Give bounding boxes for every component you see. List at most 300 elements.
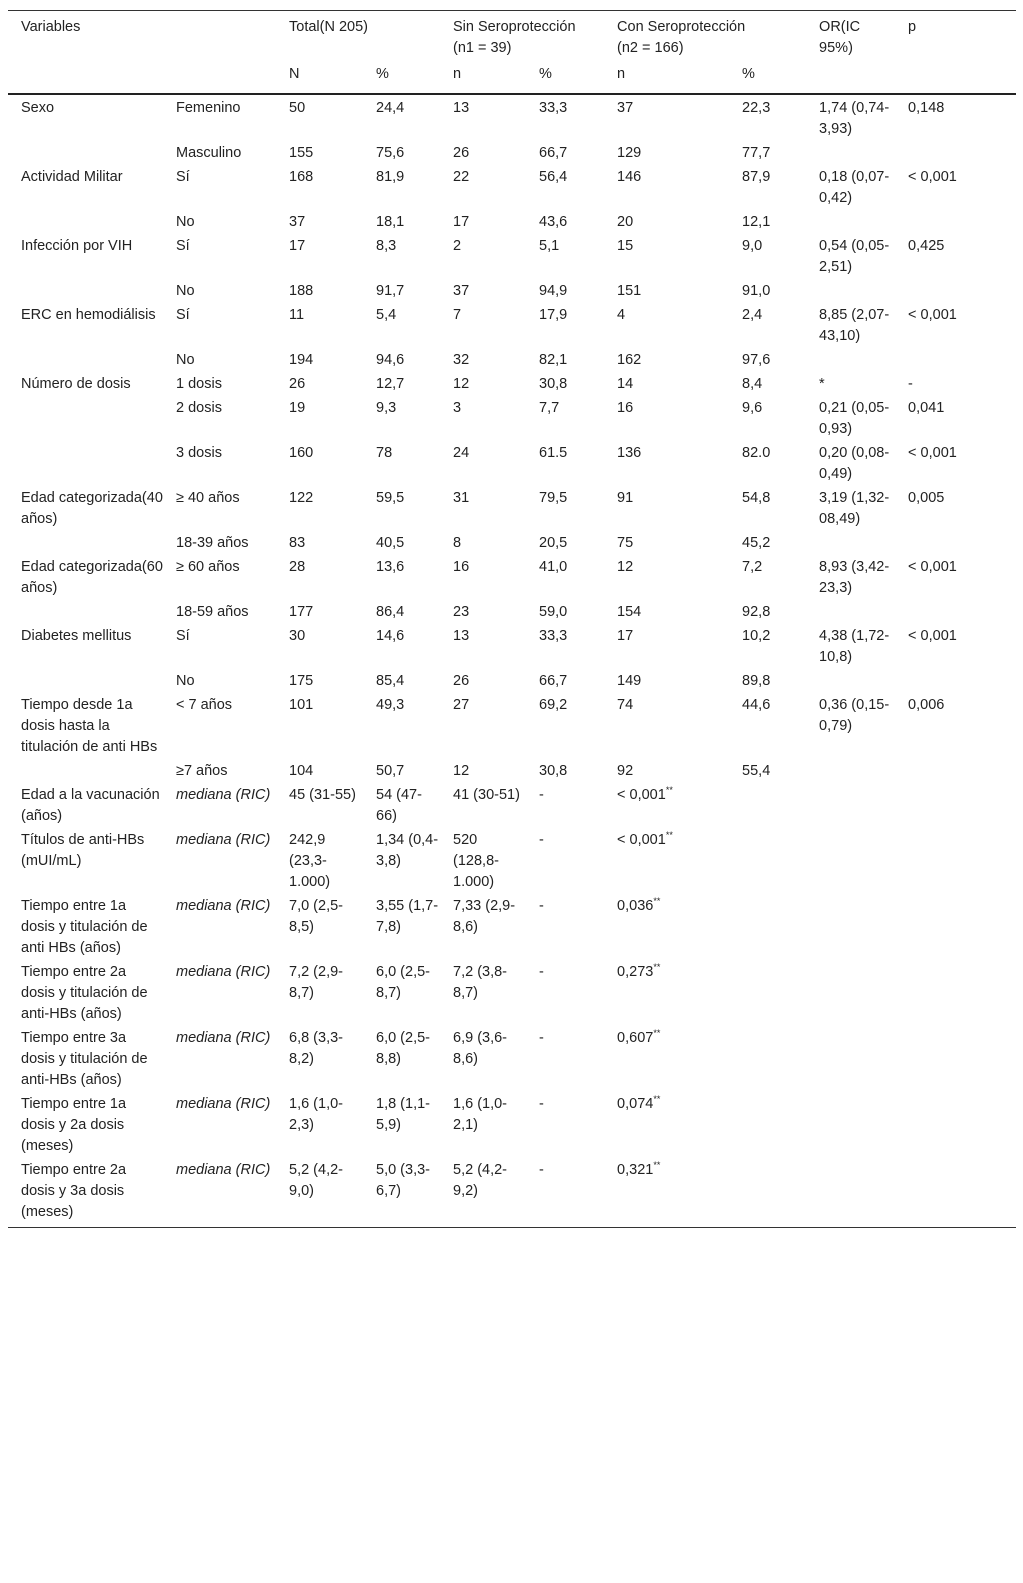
table-row — [8, 94, 1016, 140]
table-row — [8, 140, 1016, 164]
cell-value — [806, 209, 895, 233]
cell-value: 1,74 (0,74-3,93) — [819, 100, 890, 137]
cell-value — [729, 893, 806, 959]
cell-category: Masculino — [176, 145, 242, 161]
cell-value: 45 (31-55) — [289, 787, 356, 803]
cell-variable: Diabetes mellitus — [21, 628, 132, 644]
cell-category: Femenino — [176, 100, 241, 116]
cell-value: 162 — [617, 352, 642, 368]
cell-variable: Infección por VIH — [21, 238, 133, 254]
cell-value: 188 — [289, 283, 314, 299]
cell-value: 91,7 — [376, 283, 405, 299]
subheader-con-pct: % — [729, 59, 806, 94]
cell-value: 1,34 (0,4-3,8) — [376, 832, 439, 869]
cell-value: 92,8 — [742, 604, 771, 620]
cell-variable: Edad categorizada(40 años) — [21, 490, 163, 527]
cell-value: 12,7 — [376, 376, 405, 392]
cell-value: 12 — [453, 763, 470, 779]
cell-value: 13,6 — [376, 559, 405, 575]
cell-value: 97,6 — [742, 352, 771, 368]
cell-value: 9,6 — [742, 400, 763, 416]
footnote-marker: ** — [653, 962, 661, 973]
cell-value — [729, 959, 806, 1025]
cell-variable — [8, 758, 163, 782]
cell-category: No — [176, 283, 195, 299]
cell-value: 8,85 (2,07-43,10) — [819, 307, 890, 344]
cell-category: 18-39 años — [176, 535, 249, 551]
table-row — [8, 1157, 1016, 1228]
cell-value: - — [539, 1096, 544, 1112]
cell-value: 17 — [617, 628, 634, 644]
cell-value: 94,6 — [376, 352, 405, 368]
cell-value: 86,4 — [376, 604, 405, 620]
table-row — [8, 959, 1016, 1025]
footnote-marker: ** — [665, 785, 673, 796]
table-body — [8, 94, 1016, 1228]
cell-value: 8,3 — [376, 238, 397, 254]
cell-category: Sí — [176, 169, 190, 185]
cell-value: < 0,001** — [617, 785, 673, 803]
cell-value: - — [539, 787, 544, 803]
cell-value: 66,7 — [539, 673, 568, 689]
cell-value: 69,2 — [539, 697, 568, 713]
cell-value: 160 — [289, 445, 314, 461]
header-total: Total(N 205) — [276, 11, 440, 60]
cell-category: mediana (RIC) — [176, 1030, 271, 1046]
cell-value: 2 — [453, 238, 462, 254]
cell-category: No — [176, 352, 195, 368]
cell-value: 74 — [617, 697, 634, 713]
cell-value: < 0,001 — [908, 628, 957, 644]
cell-value — [895, 278, 1016, 302]
cell-value: 5,4 — [376, 307, 397, 323]
cell-value — [895, 959, 1016, 1025]
cell-value — [895, 599, 1016, 623]
cell-value: 0,148 — [908, 100, 945, 116]
cell-variable: ERC en hemodiálisis — [21, 307, 156, 323]
cell-value: 30 — [289, 628, 306, 644]
cell-value: 37 — [453, 283, 470, 299]
cell-variable — [8, 140, 163, 164]
cell-value: 78 — [376, 445, 393, 461]
cell-value: 6,8 (3,3-8,2) — [289, 1030, 343, 1067]
cell-value: 0,273** — [617, 962, 661, 980]
cell-value: 6,0 (2,5-8,8) — [376, 1030, 430, 1067]
cell-value — [806, 758, 895, 782]
cell-value: 151 — [617, 283, 642, 299]
cell-value: 17 — [453, 214, 470, 230]
cell-value: 3,55 (1,7-7,8) — [376, 898, 439, 935]
cell-value: 12 — [617, 559, 634, 575]
cell-value: 7,2 (2,9-8,7) — [289, 964, 343, 1001]
cell-variable — [8, 440, 163, 485]
table-row — [8, 485, 1016, 530]
cell-value: 85,4 — [376, 673, 405, 689]
cell-value: 0,425 — [908, 238, 945, 254]
cell-value: 22,3 — [742, 100, 771, 116]
table-row — [8, 1091, 1016, 1157]
cell-value: 31 — [453, 490, 470, 506]
cell-variable: Tiempo entre 1a dosis y 2a dosis (meses) — [21, 1096, 127, 1154]
cell-value: 12 — [453, 376, 470, 392]
subheader-sin-n: n — [440, 59, 526, 94]
cell-value: 9,0 — [742, 238, 763, 254]
cell-variable: Sexo — [21, 100, 55, 116]
cell-value: 7,0 (2,5-8,5) — [289, 898, 343, 935]
cell-category: No — [176, 673, 195, 689]
cell-value: 77,7 — [742, 145, 771, 161]
cell-variable — [8, 347, 163, 371]
subheader-total-pct: % — [363, 59, 440, 94]
cell-variable — [8, 530, 163, 554]
cell-value: 26 — [453, 145, 470, 161]
cell-value — [895, 893, 1016, 959]
table-row — [8, 668, 1016, 692]
cell-value: 56,4 — [539, 169, 568, 185]
cell-value: 5,2 (4,2-9,0) — [276, 1157, 363, 1228]
cell-value: 24,4 — [376, 100, 405, 116]
cell-category: ≥7 años — [176, 763, 228, 779]
table-row — [8, 623, 1016, 668]
cell-value: 520 (128,8-1.000) — [453, 832, 499, 890]
cell-value: 3 — [453, 400, 462, 416]
cell-value: 26 — [453, 673, 470, 689]
cell-category: Sí — [176, 307, 190, 323]
cell-value: 33,3 — [539, 628, 568, 644]
cell-value — [806, 1157, 895, 1228]
cell-value: 5,1 — [539, 238, 560, 254]
cell-category: mediana (RIC) — [176, 787, 271, 803]
cell-value: - — [539, 898, 544, 914]
cell-value: < 0,001 — [908, 169, 957, 185]
cell-value: 101 — [289, 697, 314, 713]
cell-value: 28 — [289, 559, 306, 575]
cell-value: 0,607** — [617, 1028, 661, 1046]
cell-variable: Tiempo entre 3a dosis y titulación de anti-HBs (años) — [21, 1030, 148, 1088]
cell-value: - — [539, 964, 544, 980]
cell-value: 50 — [289, 100, 306, 116]
cell-value — [895, 782, 1016, 827]
header-or: OR(IC 95%) — [806, 11, 895, 60]
cell-value: 92 — [617, 763, 634, 779]
cell-value: 0,041 — [908, 400, 945, 416]
cell-value — [895, 1157, 1016, 1228]
cell-value: 16 — [453, 559, 470, 575]
cell-value: 242,9 (23,3-1.000) — [289, 832, 331, 890]
cell-value: 30,8 — [539, 763, 568, 779]
cell-value: 149 — [617, 673, 642, 689]
cell-value — [895, 347, 1016, 371]
table-row — [8, 827, 1016, 893]
header-sin: Sin Seroprotección (n1 = 39) — [440, 11, 604, 60]
footnote-marker: ** — [653, 1094, 661, 1105]
cell-value: - — [526, 1157, 604, 1228]
cell-value: 136 — [617, 445, 642, 461]
cell-variable — [8, 209, 163, 233]
cell-value: 7,7 — [539, 400, 560, 416]
table-row — [8, 554, 1016, 599]
cell-value: 15 — [617, 238, 634, 254]
cell-value: 122 — [289, 490, 314, 506]
cell-value: 50,7 — [376, 763, 405, 779]
cell-value — [729, 1157, 806, 1228]
cell-value — [806, 893, 895, 959]
cell-variable: Tiempo entre 2a dosis y titulación de anti-HBs (años) — [21, 964, 148, 1022]
cell-value: 104 — [289, 763, 314, 779]
cell-category: Sí — [176, 628, 190, 644]
cell-value — [806, 347, 895, 371]
cell-value: 4 — [617, 307, 626, 323]
cell-value: 23 — [453, 604, 470, 620]
cell-variable: Edad a la vacunación (años) — [21, 787, 160, 824]
cell-value: 14 — [617, 376, 634, 392]
cell-value: 61.5 — [539, 445, 568, 461]
cell-value — [806, 827, 895, 893]
cell-value: 43,6 — [539, 214, 568, 230]
footnote-marker: ** — [653, 1028, 661, 1039]
cell-value — [806, 782, 895, 827]
table-row — [8, 233, 1016, 278]
cell-value: 94,9 — [539, 283, 568, 299]
cell-value: 177 — [289, 604, 314, 620]
header-row — [8, 11, 1016, 60]
table-row — [8, 530, 1016, 554]
cell-value: 40,5 — [376, 535, 405, 551]
cell-value: 19 — [289, 400, 306, 416]
cell-value: 91 — [617, 490, 634, 506]
cell-value — [895, 1025, 1016, 1091]
cell-value: 82.0 — [742, 445, 771, 461]
cell-category: mediana (RIC) — [176, 898, 271, 914]
cell-value: 146 — [617, 169, 642, 185]
cell-value: 54 (47-66) — [376, 787, 422, 824]
cell-value: 168 — [289, 169, 314, 185]
cell-category: 18-59 años — [176, 604, 249, 620]
cell-value: - — [908, 376, 913, 392]
cell-category: 3 dosis — [176, 445, 222, 461]
table-row — [8, 893, 1016, 959]
cell-value: 82,1 — [539, 352, 568, 368]
cell-category: No — [176, 214, 195, 230]
cell-value — [806, 668, 895, 692]
cell-value: 7,33 (2,9-8,6) — [453, 898, 516, 935]
cell-value — [806, 278, 895, 302]
cell-variable: Tiempo entre 2a dosis y 3a dosis (meses) — [8, 1157, 163, 1228]
table-row — [8, 782, 1016, 827]
cell-value: 17,9 — [539, 307, 568, 323]
cell-value: 7,2 — [742, 559, 763, 575]
cell-value: 0,036** — [617, 896, 661, 914]
cell-category: ≥ 60 años — [176, 559, 240, 575]
cell-variable: Número de dosis — [21, 376, 131, 392]
cell-value: 75 — [617, 535, 634, 551]
cell-value — [806, 140, 895, 164]
cell-value — [806, 530, 895, 554]
cell-value: 26 — [289, 376, 306, 392]
cell-value: 33,3 — [539, 100, 568, 116]
cell-value: 89,8 — [742, 673, 771, 689]
cell-variable: Títulos de anti-HBs (mUI/mL) — [21, 832, 145, 869]
cell-value: 27 — [453, 697, 470, 713]
footnote-marker: ** — [665, 830, 673, 841]
cell-value: 5,2 (4,2-9,2) — [440, 1157, 526, 1228]
cell-value: 0,18 (0,07-0,42) — [819, 169, 890, 206]
table-row — [8, 1025, 1016, 1091]
cell-value — [806, 1025, 895, 1091]
cell-value — [729, 782, 806, 827]
cell-value: 129 — [617, 145, 642, 161]
cell-value: 1,6 (1,0-2,1) — [453, 1096, 508, 1133]
cell-value: 5,0 (3,3-6,7) — [363, 1157, 440, 1228]
cell-value — [806, 959, 895, 1025]
cell-value: 37 — [617, 100, 634, 116]
cell-value: 54,8 — [742, 490, 771, 506]
cell-value: 41 (30-51) — [453, 787, 520, 803]
cell-value: 75,6 — [376, 145, 405, 161]
table-row — [8, 209, 1016, 233]
cell-category: mediana (RIC) — [176, 1096, 271, 1112]
cell-value — [806, 1091, 895, 1157]
cell-value: 41,0 — [539, 559, 568, 575]
cell-value: 20 — [617, 214, 634, 230]
cell-value: 0,005 — [908, 490, 945, 506]
cell-value: 13 — [453, 100, 470, 116]
cell-value: 32 — [453, 352, 470, 368]
cell-variable: Tiempo desde 1a dosis hasta la titulación de anti HBs — [21, 697, 158, 755]
cell-category: 1 dosis — [176, 376, 222, 392]
cell-variable — [8, 668, 163, 692]
cell-value — [895, 1091, 1016, 1157]
cell-value: 6,0 (2,5-8,7) — [376, 964, 430, 1001]
cell-category: Sí — [176, 238, 190, 254]
cell-value: 0,21 (0,05-0,93) — [819, 400, 890, 437]
cell-category: mediana (RIC) — [176, 832, 271, 848]
cell-value: 81,9 — [376, 169, 405, 185]
cell-category: mediana (RIC) — [176, 964, 271, 980]
cell-value: 55,4 — [742, 763, 771, 779]
subheader-con-n: n — [604, 59, 729, 94]
cell-value: 2,4 — [742, 307, 763, 323]
cell-value: 0,074** — [617, 1094, 661, 1112]
cell-value — [895, 827, 1016, 893]
table-row — [8, 395, 1016, 440]
table-row — [8, 599, 1016, 623]
cell-value: * — [819, 376, 825, 392]
cell-variable: Edad categorizada(60 años) — [21, 559, 163, 596]
cell-value: 44,6 — [742, 697, 771, 713]
cell-value: 7 — [453, 307, 462, 323]
cell-value — [729, 1025, 806, 1091]
subheader-row — [8, 59, 1016, 94]
cell-value: 6,9 (3,6-8,6) — [453, 1030, 508, 1067]
cell-value: 37 — [289, 214, 306, 230]
cell-value: 79,5 — [539, 490, 568, 506]
cell-value: 8,93 (3,42-23,3) — [819, 559, 890, 596]
cell-value: 0,006 — [908, 697, 945, 713]
cell-variable — [8, 599, 163, 623]
cell-category: mediana (RIC) — [163, 1157, 276, 1228]
table-row — [8, 371, 1016, 395]
cell-value: < 0,001** — [617, 830, 673, 848]
cell-value: 12,1 — [742, 214, 771, 230]
table-row — [8, 302, 1016, 347]
cell-variable — [8, 278, 163, 302]
cell-value: 194 — [289, 352, 314, 368]
cell-value: 18,1 — [376, 214, 405, 230]
table-row — [8, 164, 1016, 209]
header-variables: Variables — [8, 11, 276, 60]
cell-value: < 0,001 — [908, 559, 957, 575]
cell-value: 1,6 (1,0-2,3) — [289, 1096, 343, 1133]
subheader-sin-pct: % — [526, 59, 604, 94]
subheader-total-n: N — [276, 59, 363, 94]
cell-value: 14,6 — [376, 628, 405, 644]
cell-value: 10,2 — [742, 628, 771, 644]
cell-value: 9,3 — [376, 400, 397, 416]
cell-variable: Tiempo entre 1a dosis y titulación de anti HBs (años) — [21, 898, 148, 956]
cell-value: 91,0 — [742, 283, 771, 299]
cell-variable — [8, 395, 163, 440]
table-row — [8, 347, 1016, 371]
cell-value — [895, 209, 1016, 233]
cell-category: 2 dosis — [176, 400, 222, 416]
header-p: p — [895, 11, 1016, 60]
cell-value: 0,321** — [604, 1157, 729, 1228]
cell-value: 8 — [453, 535, 462, 551]
cell-value: 0,20 (0,08-0,49) — [819, 445, 890, 482]
cell-value — [806, 599, 895, 623]
cell-value: 59,5 — [376, 490, 405, 506]
cell-value: < 0,001 — [908, 307, 957, 323]
cell-value: 30,8 — [539, 376, 568, 392]
cell-value: 11 — [289, 307, 305, 323]
cell-value: 16 — [617, 400, 634, 416]
cell-value: - — [539, 1030, 544, 1046]
table-row — [8, 692, 1016, 758]
cell-value: - — [539, 832, 544, 848]
cell-variable: Actividad Militar — [21, 169, 123, 185]
table-row — [8, 440, 1016, 485]
cell-value: 83 — [289, 535, 306, 551]
cell-value: 87,9 — [742, 169, 771, 185]
results-table — [8, 10, 1016, 1228]
cell-value: 175 — [289, 673, 314, 689]
cell-value — [729, 1091, 806, 1157]
cell-value: 20,5 — [539, 535, 568, 551]
cell-value: 0,36 (0,15-0,79) — [819, 697, 890, 734]
cell-value: 22 — [453, 169, 470, 185]
cell-value: 3,19 (1,32-08,49) — [819, 490, 890, 527]
footnote-marker: ** — [653, 1160, 661, 1171]
cell-value: 0,54 (0,05-2,51) — [819, 238, 890, 275]
header-con: Con Seroprotección (n2 = 166) — [604, 11, 806, 60]
cell-value: 1,8 (1,1-5,9) — [376, 1096, 430, 1133]
cell-category: < 7 años — [176, 697, 233, 713]
cell-value: 7,2 (3,8-8,7) — [453, 964, 508, 1001]
cell-value — [895, 530, 1016, 554]
cell-value: 13 — [453, 628, 470, 644]
cell-value: 45,2 — [742, 535, 771, 551]
cell-value — [895, 140, 1016, 164]
cell-value: 17 — [289, 238, 306, 254]
cell-value: 154 — [617, 604, 642, 620]
cell-value: 8,4 — [742, 376, 763, 392]
footnote-marker: ** — [653, 896, 661, 907]
cell-value: 24 — [453, 445, 470, 461]
cell-value — [729, 827, 806, 893]
cell-value: 4,38 (1,72-10,8) — [819, 628, 890, 665]
table-row — [8, 278, 1016, 302]
